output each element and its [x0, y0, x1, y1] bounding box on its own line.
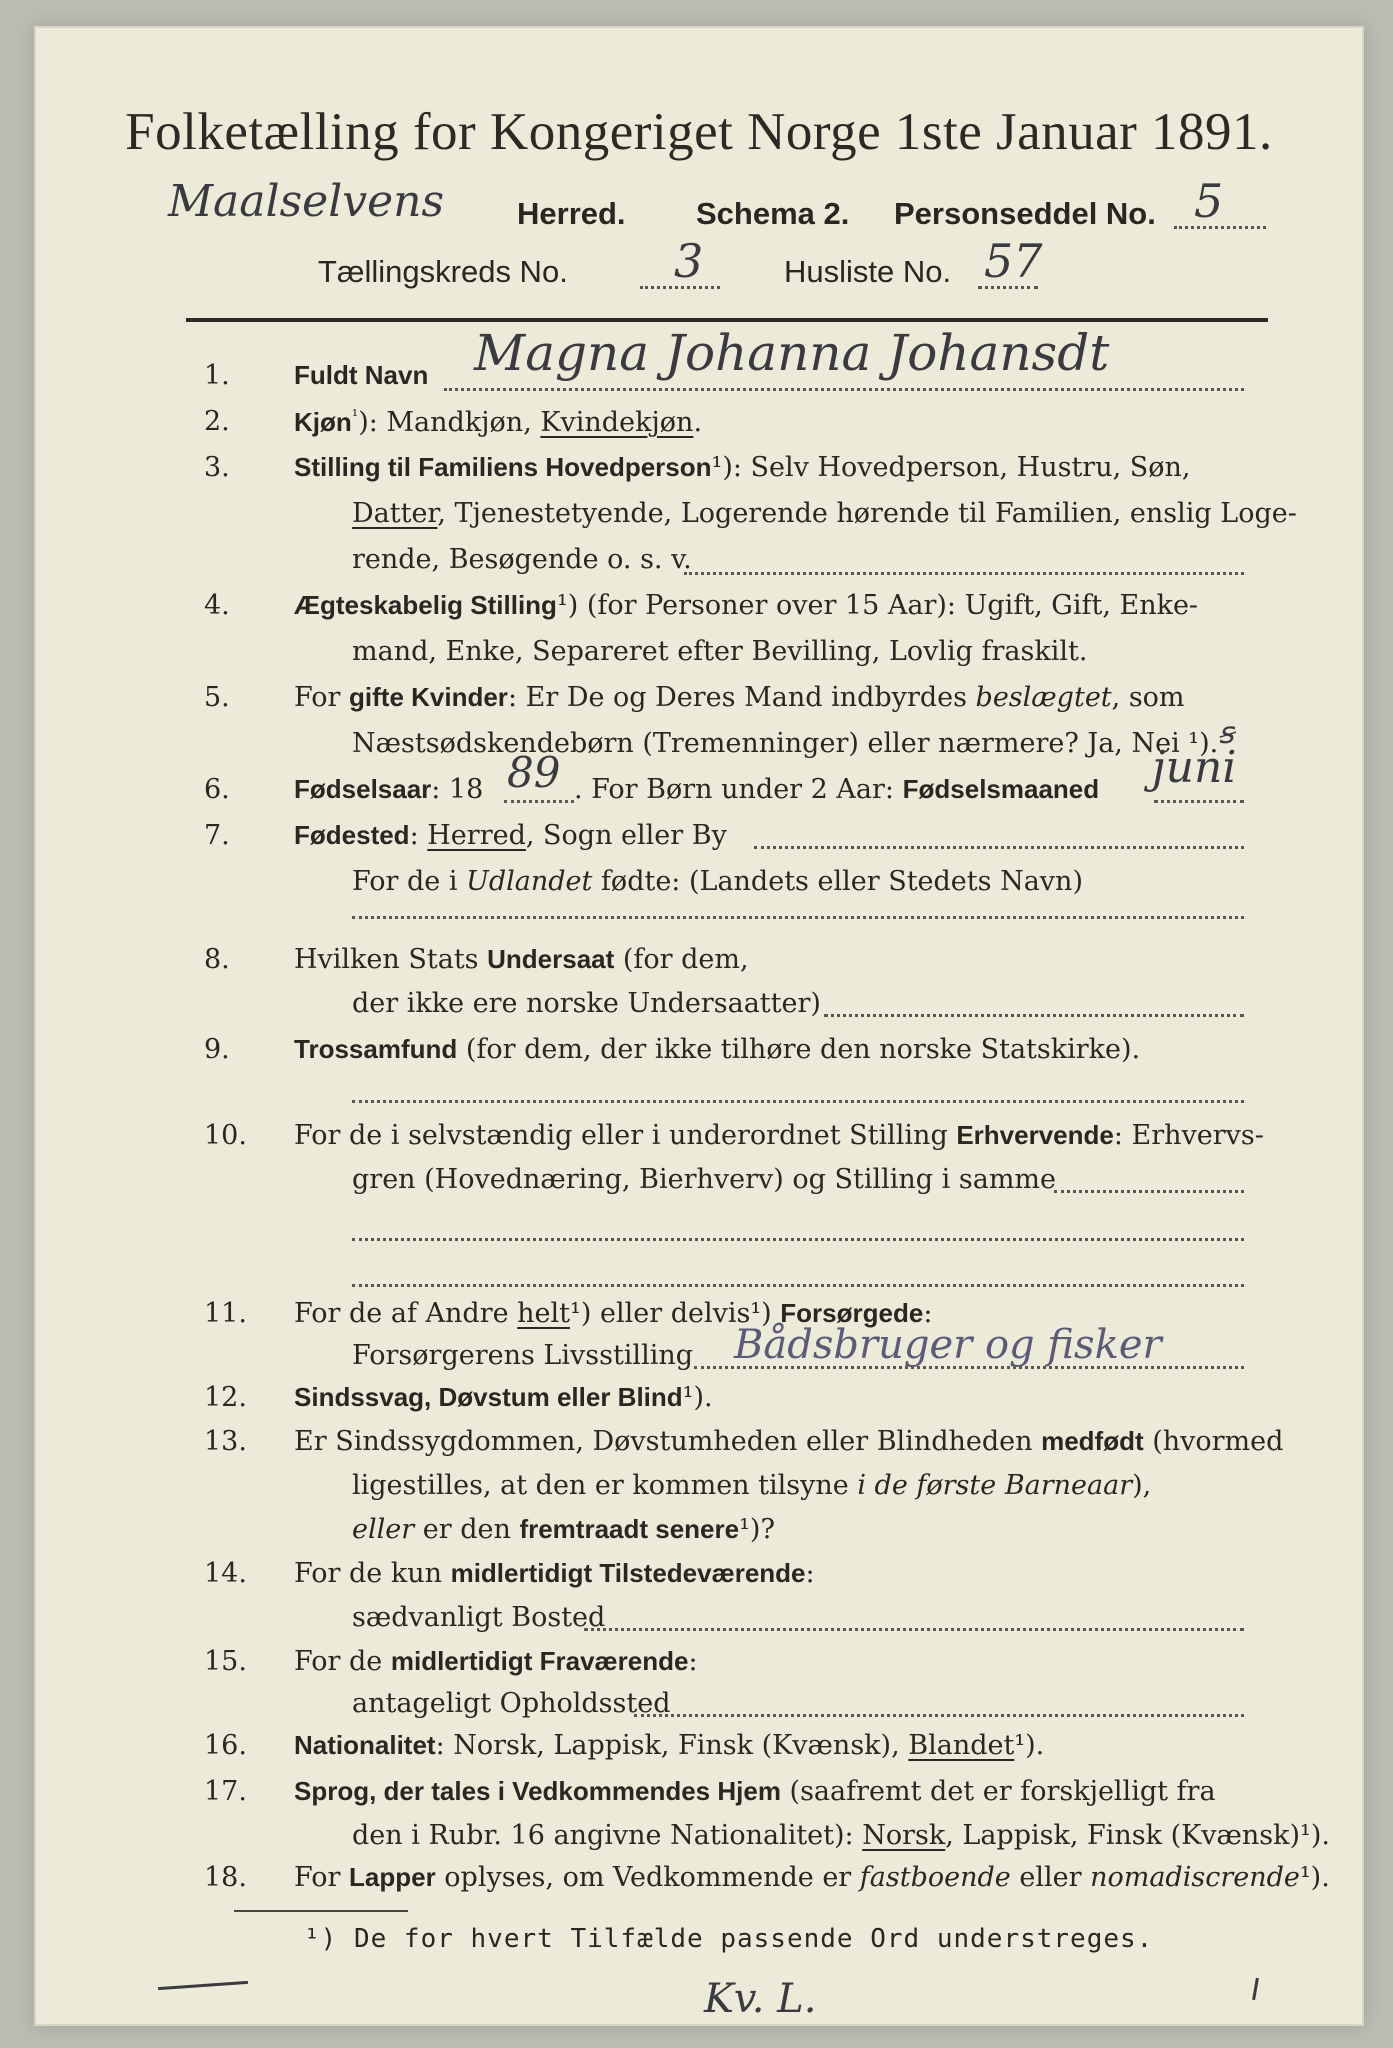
item-5-mark: ꞩ	[1218, 716, 1234, 751]
item-10-text: For de i selvstændig eller i underordnet Stilling	[294, 1120, 957, 1151]
initials-signature: Kv. L.	[704, 1976, 817, 2022]
item-5-number: 5.	[204, 682, 230, 713]
item-18-text-2: oplyses, om Vedkommende er	[435, 1862, 860, 1893]
item-14-text: For de kun	[294, 1558, 451, 1589]
item-2-text-end: .	[693, 407, 703, 438]
item-4-label: Ægteskabelig Stilling	[294, 590, 557, 620]
item-13-text-2: ligestilles, at den er kommen tilsyne	[352, 1470, 858, 1501]
item-17-text-2: den i Rubr. 16 angivne Nationalitet):	[352, 1820, 863, 1851]
stray-mark-left	[158, 1981, 248, 1990]
form-title: Folketælling for Kongeriget Norge 1ste Januar 1891.	[125, 103, 1273, 161]
item-15-text-end: :	[688, 1646, 698, 1677]
herred-name-handwritten: Maalselvens	[168, 176, 445, 227]
item-7-italic: Udlandet	[466, 866, 593, 897]
stray-mark-right	[1252, 1978, 1259, 2000]
provider-occupation-value: Bådsbruger og fisker	[734, 1322, 1162, 1368]
item-6-number: 6.	[204, 774, 230, 805]
item-11-text-3: :	[923, 1298, 933, 1329]
item-18-label: Lapper	[349, 1862, 436, 1892]
herred-label: Herred.	[517, 196, 626, 231]
item-4-number: 4.	[204, 590, 230, 621]
item-16-text: : Norsk, Lappisk, Finsk (Kvænsk),	[435, 1730, 909, 1761]
item-18-text: For	[294, 1862, 350, 1893]
item-3-text: ¹): Selv Hovedperson, Hustru, Søn,	[711, 452, 1191, 483]
item-8-number: 8.	[204, 944, 230, 975]
footnote-rule	[234, 1910, 408, 1912]
census-form-sheet	[34, 26, 1364, 2026]
item-9-label: Trossamfund	[294, 1034, 458, 1064]
item-3-label: Stilling til Familiens Hovedperson	[294, 452, 712, 482]
item-5-text-2: Næstsødskendebørn (Tremenninger) eller nærmere? Ja, Nei ¹).	[352, 728, 1219, 759]
item-11-selected: helt	[517, 1298, 571, 1329]
item-10-text-2: gren (Hovednæring, Bierhverv) og Stilling i samme	[352, 1164, 1057, 1195]
item-9-number: 9.	[204, 1034, 230, 1065]
item-13-number: 13.	[204, 1426, 247, 1457]
item-7-text-2b: fødte: (Landets eller Stedets Navn)	[592, 866, 1083, 897]
item-7-number: 7.	[204, 820, 230, 851]
item-2-selected: Kvindekjøn	[540, 407, 694, 438]
item-12-text: ¹).	[682, 1382, 713, 1413]
item-7-text: , Sogn eller By	[525, 820, 727, 851]
item-6-text: : 18	[431, 774, 484, 805]
item-18-text-4: ¹).	[1299, 1862, 1330, 1893]
item-15-number: 15.	[204, 1646, 247, 1677]
item-16-label: Nationalitet	[294, 1730, 436, 1760]
item-17-text-3: , Lappisk, Finsk (Kvænsk)¹).	[945, 1820, 1330, 1851]
item-16-selected: Blandet	[908, 1730, 1015, 1761]
item-11-text-4: Forsørgerens Livsstilling	[352, 1340, 694, 1371]
item-17-label: Sprog, der tales i Vedkommendes Hjem	[294, 1776, 781, 1806]
item-3-selected: Datter	[352, 498, 438, 529]
item-2-label: Kjøn	[294, 407, 352, 437]
item-12-label: Sindssvag, Døvstum eller Blind	[294, 1382, 683, 1412]
item-18-text-3: eller	[1010, 1862, 1091, 1893]
item-11-text-2: ¹) eller delvis¹)	[570, 1298, 781, 1329]
item-14-text-2: sædvanligt Bosted	[352, 1602, 606, 1633]
item-3-text-3: rende, Besøgende o. s. v.	[352, 544, 692, 575]
item-5-prefix: For	[294, 682, 350, 713]
husliste-label: Husliste No.	[784, 254, 952, 289]
item-11-label: Forsørgede	[780, 1298, 924, 1328]
item-10-text-end: : Erhvervs-	[1113, 1120, 1264, 1151]
item-14-number: 14.	[204, 1558, 247, 1589]
item-7-sep: :	[409, 820, 428, 851]
item-1-label: Fuldt Navn	[294, 360, 429, 390]
kreds-label: Tællingskreds No.	[318, 254, 568, 289]
item-8-text-2: der ikke ere norske Undersaatter)	[352, 988, 821, 1019]
item-6-label: Fødselsaar	[294, 774, 432, 804]
birth-month-value: juni	[1152, 742, 1237, 793]
item-13-italic-a: i de første Barneaar	[857, 1470, 1133, 1501]
item-8-text: Hvilken Stats	[294, 944, 488, 975]
item-16-number: 16.	[204, 1730, 247, 1761]
item-2-number: 2.	[204, 406, 230, 437]
item-11-number: 11.	[204, 1298, 247, 1329]
item-8-label: Undersaat	[487, 944, 615, 974]
item-7-selected: Herred	[427, 820, 526, 851]
item-5-italic: beslægtet	[975, 682, 1112, 713]
kreds-value: 3	[674, 234, 704, 288]
item-16-text-end: ¹).	[1014, 1730, 1045, 1761]
item-13-text: Er Sindssygdommen, Døvstumheden eller Blindheden	[294, 1426, 1042, 1457]
item-5-text: : Er De og Deres Mand indbyrdes	[507, 682, 976, 713]
item-15-text-2: antageligt Opholdssted	[352, 1688, 671, 1719]
item-3-text-2: , Tjenestetyende, Logerende hørende til Familien, enslig Loge-	[437, 498, 1297, 529]
full-name-value: Magna Johanna Johansdt	[474, 324, 1110, 382]
birth-year-value: 89	[507, 748, 561, 797]
schema-label: Schema 2.	[696, 196, 850, 231]
item-17-selected: Norsk	[862, 1820, 946, 1851]
item-18-italic-b: nomadiscrende	[1090, 1862, 1300, 1893]
item-4-text-2: mand, Enke, Separeret efter Bevilling, Lovlig fraskilt.	[352, 636, 1088, 667]
item-17-number: 17.	[204, 1776, 247, 1807]
item-8-text-end: (for dem,	[614, 944, 749, 975]
item-12-number: 12.	[204, 1382, 247, 1413]
item-17-text: (saafremt det er forskjelligt fra	[780, 1776, 1216, 1807]
item-10-number: 10.	[204, 1120, 247, 1151]
item-7-label: Fødested	[294, 820, 410, 850]
personseddel-value: 5	[1194, 174, 1224, 228]
item-1-number: 1.	[204, 360, 230, 391]
personseddel-label: Personseddel No.	[894, 196, 1156, 231]
item-5-text-end: , som	[1111, 682, 1185, 713]
item-13-text-4: er den	[414, 1514, 520, 1545]
item-6-text-2: . For Børn under 2 Aar:	[574, 774, 903, 805]
item-13-label-b: fremtraadt senere	[519, 1514, 740, 1544]
item-14-text-end: :	[805, 1558, 815, 1589]
item-11-text: For de af Andre	[294, 1298, 518, 1329]
item-13-text-3: ),	[1132, 1470, 1152, 1501]
item-5-label: gifte Kvinder	[349, 682, 508, 712]
item-2-footnote-mark: ¹	[351, 406, 359, 425]
footnote: ¹) De for hvert Tilfælde passende Ord understreges.	[304, 1924, 1154, 1954]
item-9-text: (for dem, der ikke tilhøre den norske Statskirke).	[457, 1034, 1141, 1065]
item-4-text: ¹) (for Personer over 15 Aar): Ugift, Gift, Enke-	[556, 590, 1199, 621]
item-13-text-end: (hvormed	[1143, 1426, 1284, 1457]
item-18-italic-a: fastboende	[859, 1862, 1011, 1893]
husliste-value: 57	[984, 234, 1043, 288]
item-10-label: Erhvervende	[956, 1120, 1114, 1150]
item-14-label: midlertidigt Tilstedeværende	[450, 1558, 806, 1588]
item-13-text-5: ¹)?	[739, 1514, 775, 1545]
item-15-text: For de	[294, 1646, 391, 1677]
header-rule	[186, 318, 1268, 322]
item-2-text: ): Mandkjøn,	[358, 407, 541, 438]
item-18-number: 18.	[204, 1862, 247, 1893]
item-13-label: medfødt	[1041, 1426, 1144, 1456]
item-15-label: midlertidigt Fraværende	[390, 1646, 689, 1676]
item-7-text-2a: For de i	[352, 866, 467, 897]
item-13-italic-b: eller	[352, 1514, 415, 1545]
item-6-label-b: Fødselsmaaned	[902, 774, 1100, 804]
item-3-number: 3.	[204, 452, 230, 483]
